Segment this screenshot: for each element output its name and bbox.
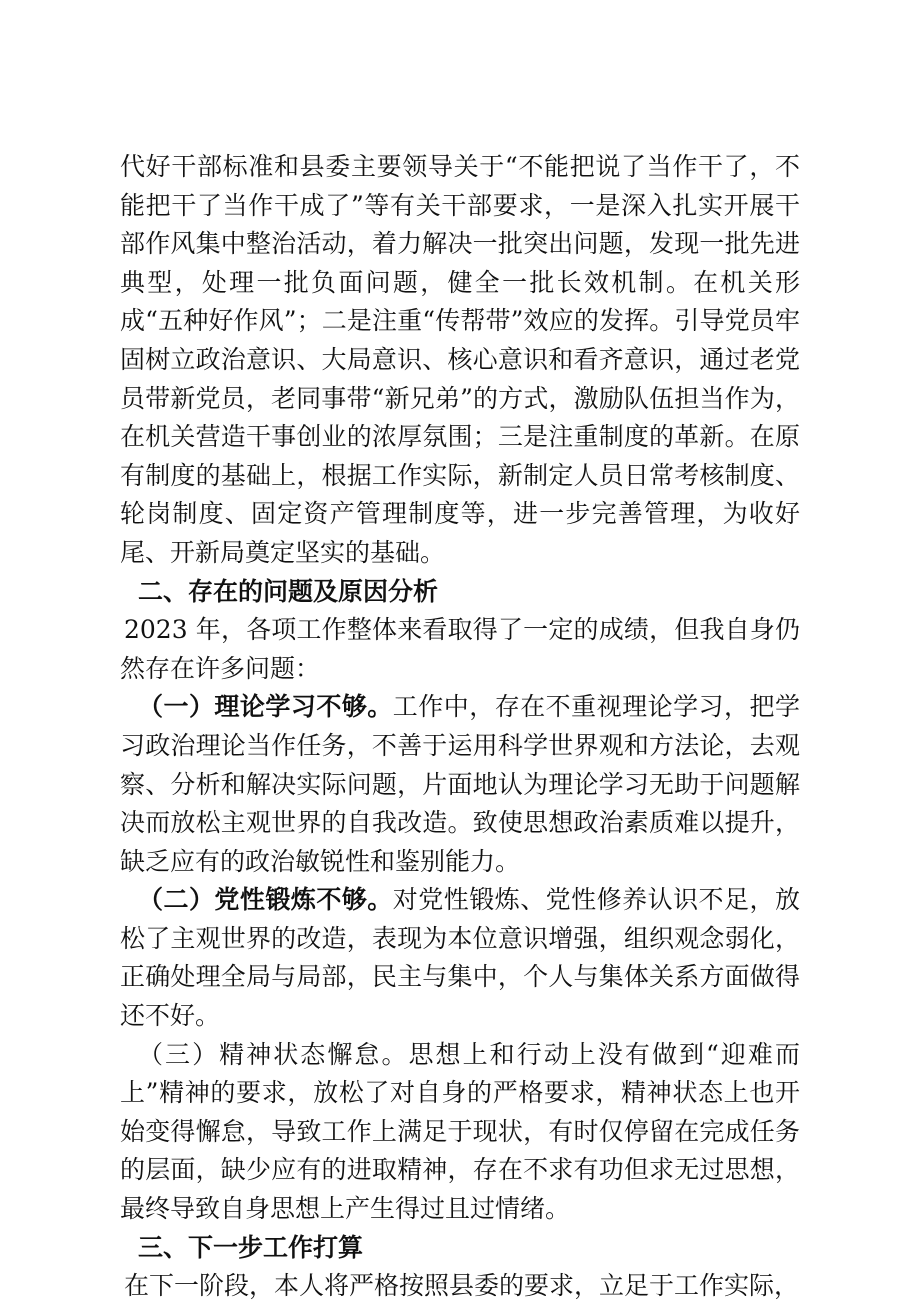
problem-item-theory-study bbox=[120, 688, 800, 881]
paragraph-problems-intro: 2023 年，各项工作整体来看取得了一定的成绩，但我自身仍然存在许多问题： bbox=[120, 615, 800, 683]
section-heading-next-steps: 三、下一步工作打算 bbox=[138, 1232, 364, 1262]
problem-item-title: （一）理论学习不够。 bbox=[138, 692, 393, 722]
problem-item-mental-state bbox=[120, 1036, 800, 1229]
problem-item-text: 工作中，存在不重视理论学习，把学习政治理论当作任务，不善于运用科学世界观和方法论，去观察、分析和解决实际问题，片面地认为理论学习无助于问题解决而放松主观世界的自我改造。致使思想政治素质难以提升，缺乏应有的政治敏锐性和鉴别能力。 bbox=[120, 692, 800, 876]
problem-item-title: （三）精神状态懈怠。 bbox=[138, 1039, 409, 1069]
problem-item-title: （二）党性锻炼不够。 bbox=[138, 885, 393, 915]
section-heading-problems: 二、存在的问题及原因分析 bbox=[138, 576, 439, 606]
problem-item-party-spirit bbox=[120, 881, 800, 1035]
problem-item-text: 思想上和行动上没有做到“迎难而上”精神的要求，放松了对自身的严格要求，精神状态上也开始变得懈怠，导致工作上满足于现状，有时仅停留在完成任务的层面，缺少应有的进取精神，存在不求有功但求无过思想，最终导致自身思想上产生得过且过情绪。 bbox=[120, 1039, 800, 1224]
problem-item-text: 对党性锻炼、党性修养认识不足，放松了主观世界的改造，表现为本位意识增强，组织观念弱化，正确处理全局与局部，民主与集中，个人与集体关系方面做得还不好。 bbox=[120, 885, 800, 1031]
document-body bbox=[120, 148, 800, 1306]
paragraph-next-steps: 在下一阶段，本人将严格按照县委的要求，立足于工作实际， bbox=[124, 1271, 800, 1301]
paragraph-work-style: 代好干部标准和县委主要领导关于“不能把说了当作干了，不能把干了当作干成了”等有关干部要求，一是深入扎实开展干部作风集中整治活动，着力解决一批突出问题，发现一批先进典型，处理一批负面问题，健全一批长效机制。在机关形成“五种好作风”；二是注重“传帮带”效应的发挥。引导党员牢固树立政治意识、大局意识、核心意识和看齐意识，通过老党员带新党员，老同事带“新兄弟”的方式，激励队伍担当作为，在机关营造干事创业的浓厚氛围；三是注重制度的革新。在原有制度的基础上，根据工作实际，新制定人员日常考核制度、轮岗制度、固定资产管理制度等，进一步完善管理，为收好尾、开新局奠定坚实的基础。 bbox=[120, 152, 800, 567]
